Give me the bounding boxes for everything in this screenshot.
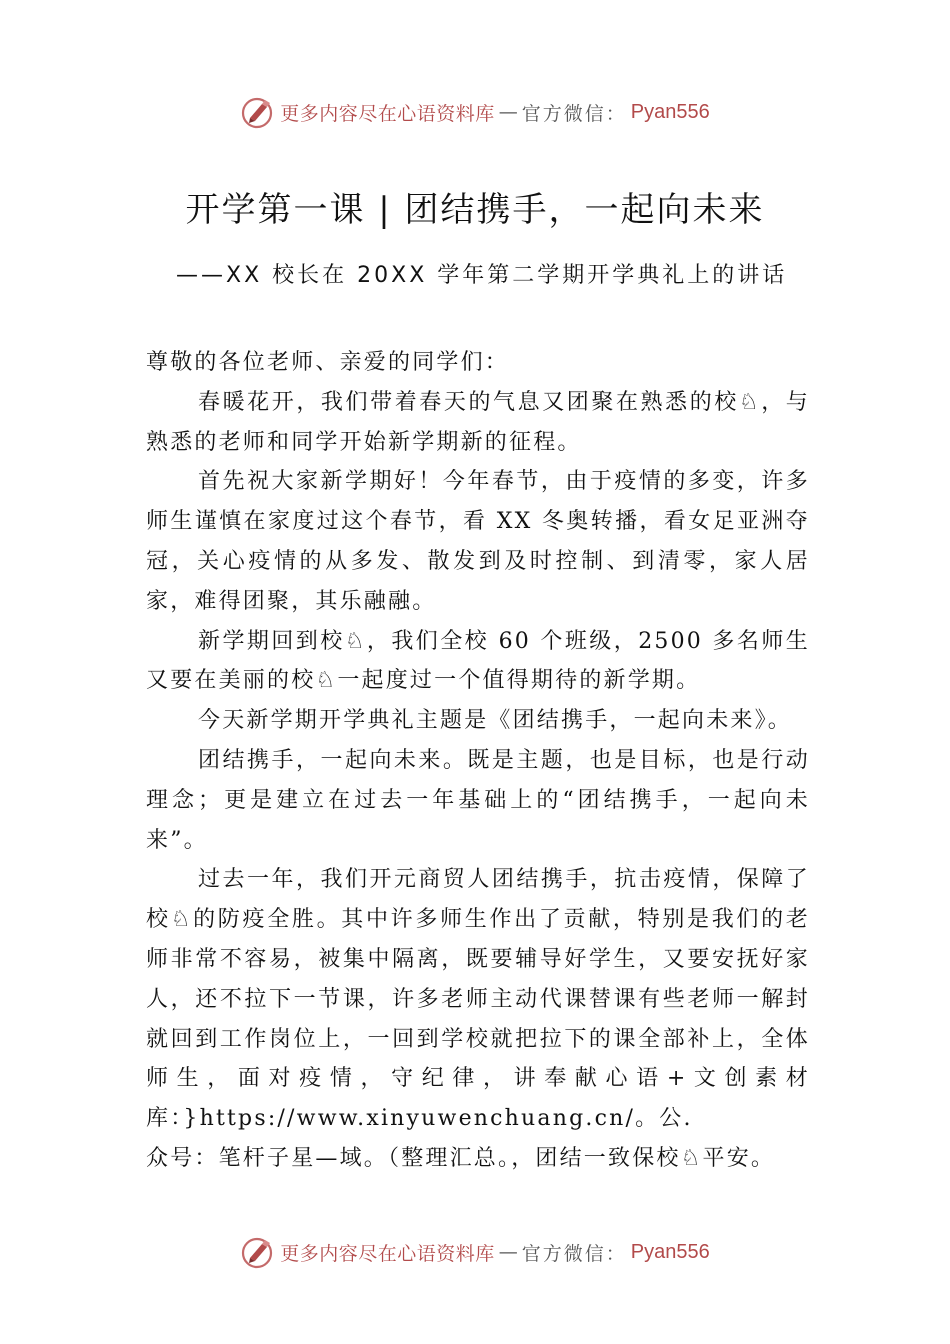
banner-separator: — (498, 1241, 518, 1263)
document-title: 开学第一课 | 团结携手，一起向未来 (185, 190, 765, 230)
body-paragraph: 首先祝大家新学期好！今年春节，由于疫情的多变，许多师生谨慎在家度过这个春节，看 XX 冬奥转播，看女足亚洲夺冠，关心疫情的从多发、散发到及时控制、到清零，家人居家，难得团聚，其乐融融。 (146, 469, 810, 614)
banner-separator: — (498, 101, 518, 123)
library-promo-text: 更多内容尽在心语资料库 (280, 102, 495, 125)
pen-nib-logo-icon (240, 94, 276, 130)
body-paragraph: 众号：笔杆子星—域。（整理汇总。，团结一致保校♘平安。 (146, 1145, 776, 1171)
body-paragraph: 今天新学期开学典礼主题是《团结携手，一起向未来》。 (198, 708, 793, 734)
footer-banner (0, 1232, 950, 1272)
pen-nib-logo-icon (240, 1234, 276, 1270)
body-paragraph: 春暖花开，我们带着春天的气息又团聚在熟悉的校♘，与熟悉的老师和同学开始新学期新的征程。 (146, 389, 810, 455)
wechat-id: Pyan556 (630, 1240, 710, 1263)
wechat-label: 官方微信： (521, 1242, 627, 1265)
body-paragraph: 过去一年，我们开元商贸人团结携手，抗击疫情，保障了校♘的防疫全胜。其中许多师生作出了贡献，特别是我们的老师非常不容易，被集中隔离，既要辅导好学生，又要安抚好家人，还不拉下一节课，许多老师主动代课替课有些老师一解封就回到工作岗位上，一回到学校就把拉下的课全部补上，全体师生，面对疫情，守纪律，讲奉献心语+文创素材库：}https://www.xinyuwenchuang.cn/。公. (146, 867, 810, 1132)
library-promo-text: 更多内容尽在心语资料库 (280, 1242, 495, 1265)
salutation-paragraph: 尊敬的各位老师、亲爱的同学们： (146, 350, 510, 375)
body-paragraph: 团结携手，一起向未来。既是主题，也是目标，也是行动理念；更是建立在过去一年基础上的“团结携手，一起向未来”。 (146, 747, 810, 853)
header-banner (0, 92, 950, 132)
document-body (146, 343, 810, 1179)
document-subtitle: ——XX 校长在 20XX 学年第二学期开学典礼上的讲话 (176, 263, 788, 288)
wechat-id: Pyan556 (630, 100, 710, 123)
wechat-label: 官方微信： (521, 102, 627, 125)
body-paragraph: 新学期回到校♘，我们全校 60 个班级，2500 多名师生又要在美丽的校♘一起度过一个值得期待的新学期。 (146, 628, 810, 694)
